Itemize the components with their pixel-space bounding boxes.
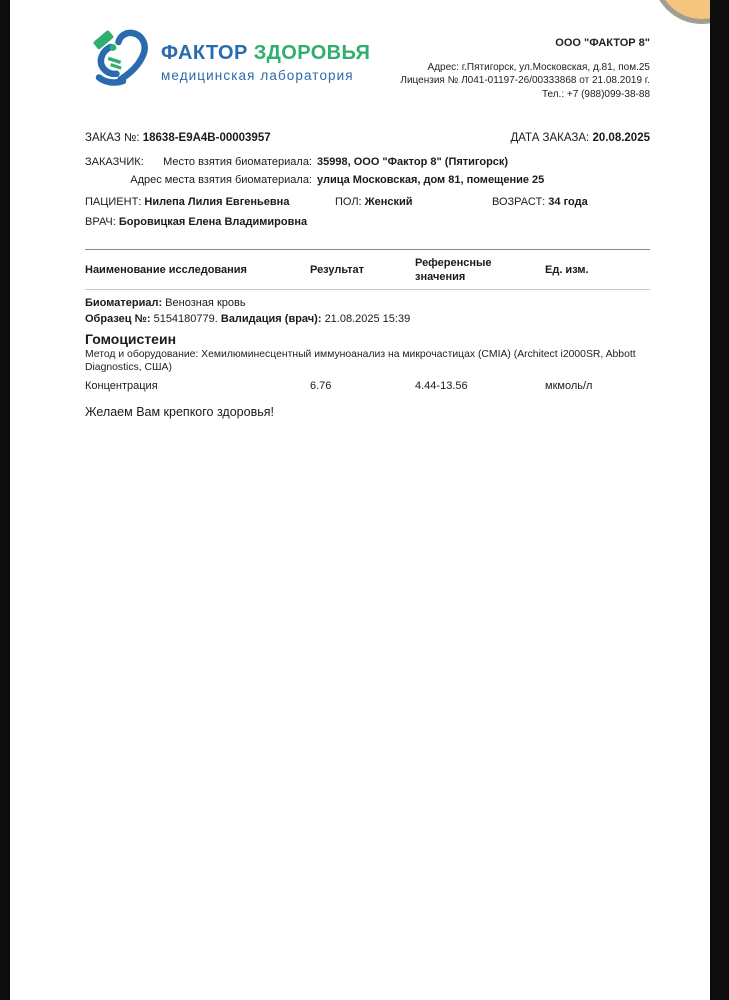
customer-address-value: улица Московская, дом 81, помещение 25: [317, 174, 545, 186]
age-value: 34 года: [548, 196, 588, 208]
sample-label: Образец №:: [85, 312, 151, 325]
lab-name-part1: ФАКТОР: [161, 42, 248, 64]
doctor-value: Боровицкая Елена Владимировна: [118, 216, 308, 228]
greeting-text: Желаем Вам крепкого здоровья!: [85, 405, 274, 419]
screen-edge-left: [0, 0, 10, 1000]
company-info: [400, 37, 650, 100]
column-header-reference: Референсные значения: [415, 257, 492, 283]
customer-place-value: 35998, ООО "Фактор 8" (Пятигорск): [317, 156, 509, 168]
biomaterial-block: [85, 296, 650, 327]
patient-age: [492, 196, 650, 208]
age-label: ВОЗРАСТ:: [492, 196, 546, 208]
doctor-row: [85, 216, 650, 228]
customer-block: [85, 153, 650, 189]
company-phone: Тел.: +7 (988)099-38-88: [541, 88, 650, 100]
validation-label: Валидация (врач):: [220, 312, 322, 325]
biomaterial-label: Биоматериал:: [85, 297, 163, 309]
patient-name: [85, 196, 335, 208]
test-name: Гомоцистеин: [85, 331, 177, 347]
test-method: Метод и оборудование: Хемилюминесцентный иммуноанализ на микрочастицах (CMIA) (Architect i2000SR, Abbott Diagnostics, США): [85, 349, 636, 373]
order-date: [510, 132, 650, 144]
customer-place-label: Место взятия биоматериала:: [163, 156, 312, 168]
sex-value: Женский: [364, 196, 413, 208]
result-row: [85, 380, 650, 392]
patient-label: ПАЦИЕНТ:: [85, 196, 142, 208]
result-reference: 4.44-13.56: [415, 380, 468, 392]
lab-logo-text: [161, 41, 370, 83]
order-number-value: 18638-E9A4B-00003957: [142, 132, 271, 144]
lab-report-document: [85, 0, 650, 419]
patient-row: [85, 196, 650, 208]
result-parameter: Концентрация: [85, 380, 158, 392]
order-row: [85, 132, 650, 144]
company-address: Адрес: г.Пятигорск, ул.Московская, д.81, пом.25: [427, 61, 650, 73]
company-license: Лицензия № Л041-01197-26/00333868 от 21.08.2019 г.: [400, 75, 650, 86]
validation-value: 21.08.2025 15:39: [324, 312, 411, 325]
biomaterial-line: [85, 296, 650, 312]
lab-logo: [85, 28, 370, 96]
order-date-label: ДАТА ЗАКАЗА:: [510, 132, 590, 144]
lab-name-part2: ЗДОРОВЬЯ: [253, 42, 371, 64]
column-header-result: Результат: [310, 264, 365, 276]
result-unit: мкмоль/л: [545, 380, 593, 392]
results-table-header: [85, 249, 650, 290]
sex-label: ПОЛ:: [335, 196, 362, 208]
microscope-heart-logo-icon: [85, 26, 151, 99]
order-date-value: 20.08.2025: [592, 132, 650, 144]
sample-value: 5154180779.: [153, 312, 218, 325]
patient-sex: [335, 196, 492, 208]
lab-tagline: медицинская лаборатория: [161, 68, 354, 83]
customer-label: ЗАКАЗЧИК:: [85, 156, 144, 168]
biomaterial-value: Венозная кровь: [165, 297, 246, 309]
customer-place-labels: [85, 153, 312, 171]
patient-value: Нилепа Лилия Евгеньевна: [144, 196, 290, 208]
result-value: 6.76: [310, 380, 332, 392]
lab-name: [161, 41, 370, 65]
customer-address-label: Адрес места взятия биоматериала:: [130, 174, 312, 186]
order-number: [85, 132, 271, 144]
sample-line: [85, 312, 650, 328]
order-number-label: ЗАКАЗ №:: [85, 132, 140, 144]
document-header: [85, 28, 650, 100]
company-name: ООО "ФАКТОР 8": [555, 37, 650, 49]
doctor-label: ВРАЧ:: [85, 216, 116, 228]
column-header-unit: Ед. изм.: [545, 264, 589, 276]
column-header-test-name: Наименование исследования: [85, 264, 247, 276]
screen-edge-right: [710, 0, 729, 1000]
